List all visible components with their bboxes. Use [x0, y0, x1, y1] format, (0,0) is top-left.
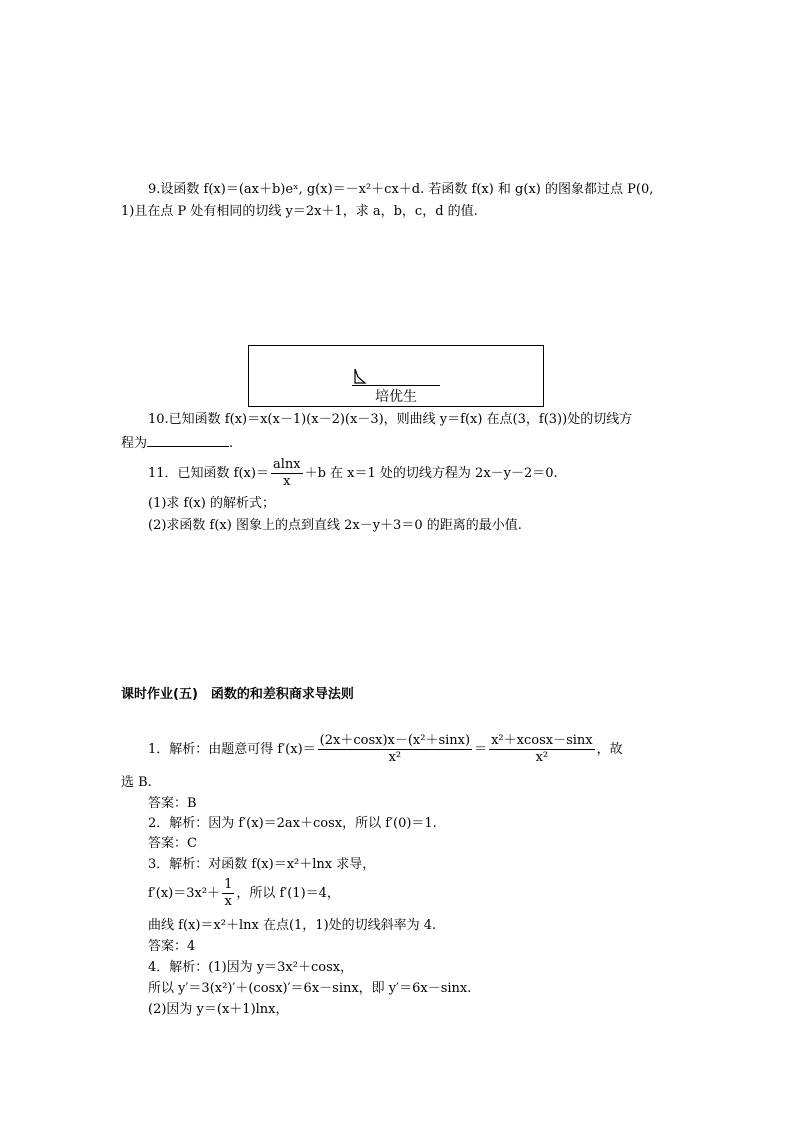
a2-line1: 2．解析：因为 f′(x)＝2ax＋cosx，所以 f′(0)＝1. [148, 816, 437, 831]
a1-suffix: ，故 [596, 742, 623, 757]
q11-part1: (1)求 f(x) 的解析式； [148, 496, 275, 511]
q11-prefix: 11．已知函数 f(x)＝ [148, 466, 269, 481]
a3-line2 [148, 877, 340, 911]
a3-answer: 答案：4 [148, 939, 196, 954]
q11-fraction [271, 457, 303, 490]
pencil-icon [353, 368, 367, 384]
a1-frac1-num: (2x＋cosx)x－(x²＋sinx) [319, 733, 471, 748]
a1-line2: 选 B. [121, 775, 152, 790]
a3-line3: 曲线 f(x)＝x²＋lnx 在点(1，1)处的切线斜率为 4. [148, 918, 437, 933]
a1-fraction-2 [489, 733, 595, 766]
q11-part2: (2)求函数 f(x) 图象上的点到直线 2x－y＋3＝0 的距离的最小值. [148, 518, 522, 533]
a3-line2-prefix: f′(x)＝3x²＋ [148, 886, 221, 901]
a4-line3: (2)因为 y＝(x＋1)lnx， [148, 1002, 289, 1017]
q10-line1: 10.已知函数 f(x)＝x(x－1)(x－2)(x－3)，则曲线 y＝f(x) 在点(3，f(3))处的切线方 [148, 412, 633, 427]
a1-eq: ＝ [474, 742, 488, 757]
a1-frac2-num: x²＋xcosx－sinx [491, 733, 593, 748]
a3-line2-suffix: ，所以 f′(1)＝4， [236, 886, 340, 901]
a3-frac-num: 1 [224, 877, 233, 892]
a1-prefix: 1．解析：由题意可得 f′(x)＝ [148, 742, 316, 757]
a3-line1: 3．解析：对函数 f(x)＝x²＋lnx 求导， [148, 857, 376, 872]
a1-frac1-den: x² [318, 749, 472, 766]
answers-heading: 课时作业(五) 函数的和差积商求导法则 [121, 687, 354, 702]
a1-fraction-1 [318, 733, 472, 766]
a2-answer: 答案：C [148, 836, 197, 851]
q11-suffix: ＋b 在 x＝1 处的切线方程为 2x－y－2＝0. [304, 466, 558, 481]
q10-prefix: 程为 [121, 436, 148, 451]
q10-line2 [121, 432, 233, 454]
a4-line1: 4．解析：(1)因为 y＝3x²＋cosx， [148, 960, 354, 975]
a4-line2: 所以 y′＝3(x²)′＋(cosx)′＝6x－sinx，即 y′＝6x－sinx. [148, 981, 472, 996]
a1-line1 [148, 730, 623, 770]
q10-suffix: . [229, 436, 234, 451]
a3-fraction [222, 877, 234, 910]
a3-frac-den: x [222, 893, 234, 910]
q11-line [148, 455, 558, 493]
q9-line1: 9.设函数 f(x)＝(ax＋b)eˣ, g(x)＝－x²＋cx＋d. 若函数 f(x) 和 g(x) 的图象都过点 P(0, [148, 182, 654, 197]
a1-frac2-den: x² [489, 749, 595, 766]
answer-blank [147, 432, 229, 447]
q11-frac-den: x [271, 473, 303, 490]
q9-line2: 1)且在点 P 处有相同的切线 y＝2x＋1，求 a，b，c，d 的值. [121, 204, 478, 219]
a1-answer: 答案：B [148, 796, 197, 811]
section-label: 培优生 [375, 389, 417, 405]
section-box [248, 345, 544, 407]
q11-frac-num: alnx [272, 457, 301, 472]
